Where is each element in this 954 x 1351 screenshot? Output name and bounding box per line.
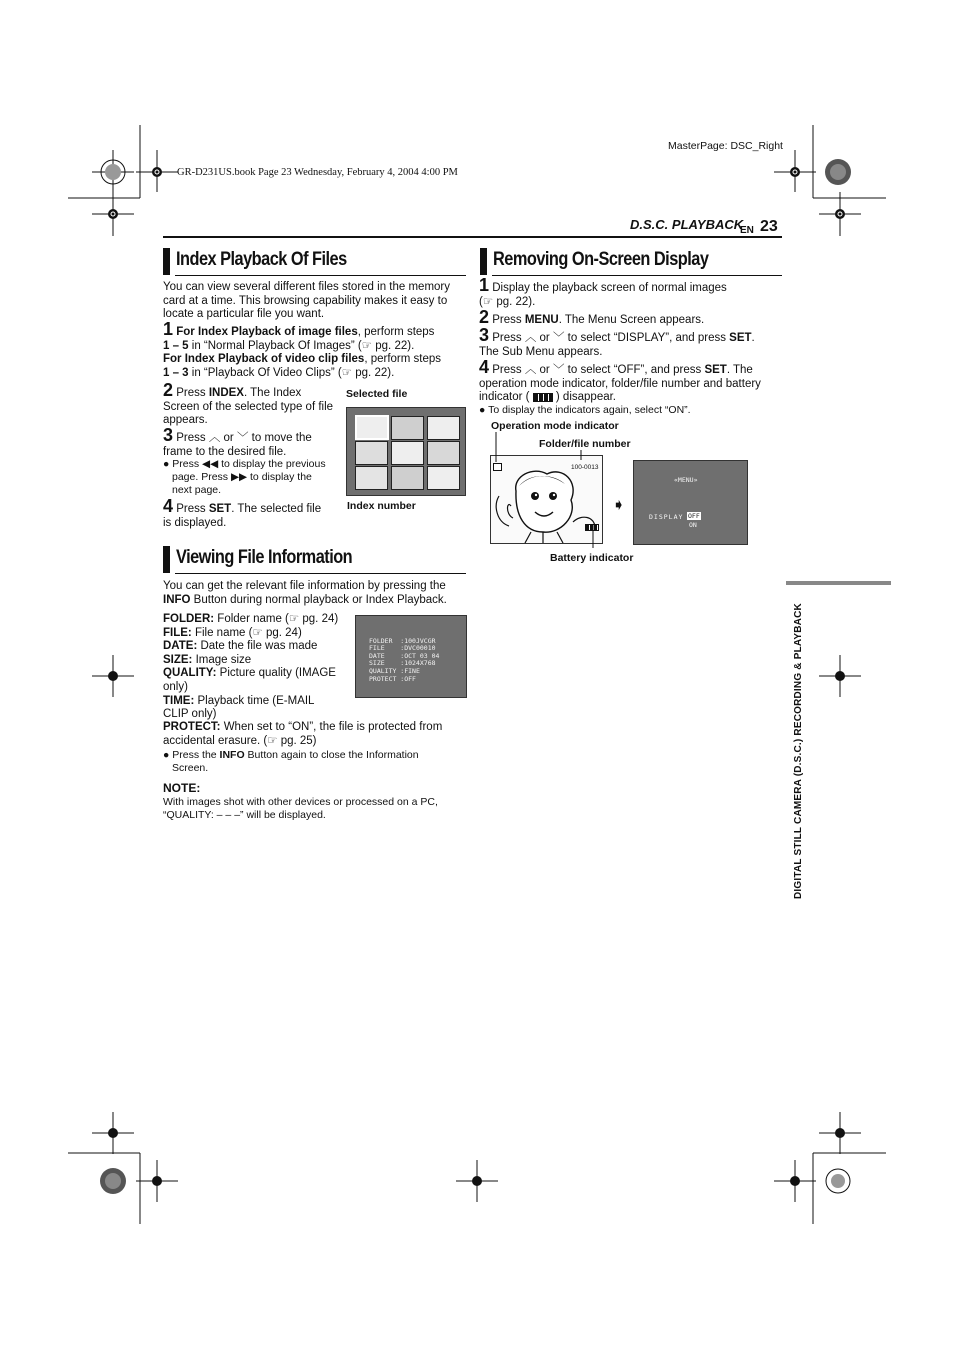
note-line: With images shot with other devices or processed on a PC, (163, 796, 438, 808)
up-arrow-icon: ︿ (208, 432, 221, 444)
bullet-dot: ● (163, 749, 170, 761)
step-range: 1 – 3 (163, 366, 189, 379)
field-desc: File name (☞ pg. 24) (191, 626, 302, 639)
language-code: EN (740, 225, 754, 236)
menu-item-display: DISPLAY (649, 513, 684, 521)
header-rule (163, 236, 782, 238)
step-bold: SET (704, 364, 727, 376)
label-selected-file: Selected file (346, 388, 408, 400)
step-text: ) disappear. (555, 391, 617, 404)
section-title-index-playback: Index Playback Of Files (176, 249, 347, 270)
osd-bullet (479, 404, 691, 417)
index-screen-illustration (346, 407, 466, 496)
step-text: in “Normal Playback Of Images” (☞ pg. 22). (188, 339, 415, 352)
down-arrow-icon: ﹀ (552, 332, 565, 344)
step-text: Press (176, 432, 206, 444)
step-text: appears. (163, 414, 208, 427)
step-text: Press (176, 503, 209, 515)
file-number-readout: 100-0013 (571, 464, 599, 471)
step-bold: SET (729, 332, 752, 344)
section-marker (163, 248, 170, 275)
step-text: (☞ pg. 22). (479, 295, 536, 308)
step-bold: For Index Playback of video clip files (163, 353, 365, 366)
intro-text: Button during normal playback or Index Playback. (190, 593, 447, 606)
note-text (163, 796, 468, 822)
up-arrow-icon: ︿ (524, 332, 537, 344)
menu-option-off: OFF (688, 512, 700, 520)
field-term: FILE: (163, 626, 192, 639)
screen-line: FOLDER :100JVCGR (369, 636, 436, 645)
index-step-4 (163, 496, 343, 530)
screen-line: SIZE :1024X768 (369, 659, 436, 668)
info-field-list (163, 613, 353, 722)
step-number: 2 (479, 307, 490, 327)
index-step-3-bullet (163, 458, 345, 497)
section-rule (492, 275, 782, 276)
step-range: 1 – 5 (163, 339, 189, 352)
label-index-number: Index number (347, 500, 416, 512)
info-bullet (163, 749, 468, 775)
info-field-row (163, 708, 353, 722)
callout-lines (480, 428, 610, 558)
step-text: Display the playback screen of normal images (492, 282, 727, 294)
step-text: . (751, 332, 755, 344)
step-text: . The selected file (231, 503, 322, 515)
step-number: 4 (163, 496, 174, 516)
viewing-intro (163, 580, 467, 607)
step-text: is displayed. (163, 516, 227, 529)
step-text: Press (492, 364, 522, 376)
menu-screen-illustration (633, 460, 748, 545)
step-number: 3 (163, 425, 174, 445)
section-rule (175, 275, 466, 276)
bullet-dot: ● (163, 458, 170, 470)
step-text: operation mode indicator, folder/file number and battery (479, 377, 761, 390)
battery-icon (533, 393, 553, 402)
field-term: TIME: (163, 694, 195, 707)
step-number: 1 (163, 319, 174, 339)
step-bold: SET (208, 503, 232, 515)
bullet-text: Press the (172, 749, 220, 761)
thumbnail (427, 416, 460, 440)
thumbnail (355, 441, 388, 465)
info-field-row (163, 681, 353, 695)
menu-title-text: MENU (677, 476, 694, 484)
bullet-dot: ● (479, 404, 486, 416)
section-marker (163, 546, 170, 573)
book-info-line: GR-D231US.book Page 23 Wednesday, February 4, 2004 4:00 PM (177, 167, 458, 178)
step-text: frame to the desired file. (163, 445, 287, 458)
bullet-text: To display the indicators again, select “ON”. (488, 404, 691, 416)
side-tab-label: DIGITAL STILL CAMERA (D.S.C.) RECORDING & PLAYBACK (793, 603, 804, 899)
step-bold: MENU (524, 314, 559, 326)
thumbnail (427, 466, 460, 490)
field-desc: Folder name (☞ pg. 24) (214, 613, 339, 625)
note-line: “QUALITY: – – –” will be displayed. (163, 809, 326, 821)
index-step-1 (163, 319, 467, 380)
step-text: Press (176, 387, 209, 399)
step-number: 4 (479, 357, 490, 377)
section-rule (175, 573, 466, 574)
step-text: Screen of the selected type of file (163, 400, 334, 413)
bullet-text: Press ◀◀ to display the previous (172, 458, 326, 470)
step-text: . The Index (243, 387, 302, 399)
field-term: QUALITY: (163, 667, 217, 680)
screen-line: PROTECT :OFF (369, 674, 416, 683)
step-bold: For Index Playback of image files (176, 326, 358, 338)
bullet-text: next page. (172, 484, 222, 496)
page-number: 23 (760, 218, 778, 235)
step-text: Press (492, 314, 525, 326)
label-operation-mode: Operation mode indicator (491, 420, 619, 432)
field-term: FOLDER: (163, 613, 215, 625)
screen-line: QUALITY :FINE (369, 666, 420, 675)
bullet-text: Screen. (172, 762, 209, 774)
menu-option-on: ON (689, 521, 697, 529)
section-title-viewing-info: Viewing File Information (176, 547, 353, 568)
bullet-bold: INFO (219, 749, 245, 761)
step-text: or (223, 432, 234, 444)
step-text: in “Playback Of Video Clips” (☞ pg. 22). (188, 366, 395, 379)
info-field-row (163, 627, 353, 641)
index-step-3 (163, 425, 345, 459)
label-folder-file: Folder/file number (539, 438, 631, 450)
step-text: or (539, 332, 550, 344)
index-step-2 (163, 380, 343, 428)
info-field-row (163, 654, 353, 668)
info-screen-illustration (355, 615, 467, 698)
thumbnail (391, 441, 424, 465)
thumbnail-selected (355, 415, 389, 440)
step-text: to select “OFF”, and press (567, 364, 705, 376)
down-arrow-icon: ﹀ (552, 364, 565, 376)
menu-title: «MENU» (674, 476, 698, 484)
thumbnail (391, 416, 424, 440)
screen-line: DATE :OCT 03 04 (369, 651, 440, 660)
osd-step-1 (479, 275, 783, 309)
field-desc: Playback time (E-MAIL (194, 694, 315, 707)
step-text: , perform steps (364, 353, 442, 366)
osd-step-3 (479, 325, 783, 359)
up-arrow-icon: ︿ (524, 364, 537, 376)
thumbnail (391, 466, 424, 490)
masterpage-label: MasterPage: DSC_Right (668, 140, 783, 152)
step-text: Press (492, 332, 522, 344)
step-number: 2 (163, 380, 174, 400)
osd-step-4 (479, 357, 783, 405)
protect-description (163, 721, 468, 748)
info-field-row (163, 695, 353, 709)
field-term: PROTECT: (163, 721, 221, 733)
step-text: indicator ( (479, 391, 530, 404)
screen-line: FILE :DVC00010 (369, 644, 436, 653)
thumbnail (355, 466, 388, 490)
info-field-row (163, 613, 353, 627)
field-desc: Picture quality (IMAGE (216, 667, 336, 680)
step-text: The Sub Menu appears. (479, 345, 603, 358)
info-field-row (163, 640, 353, 654)
field-term: SIZE: (163, 653, 193, 666)
step-number: 3 (479, 325, 490, 345)
field-desc: When set to “ON”, the file is protected from (220, 721, 443, 733)
step-text: to select “DISPLAY”, and press (567, 332, 730, 344)
step-number: 1 (479, 275, 490, 295)
arrow-right-icon: ➧ (612, 497, 626, 514)
step-text: , perform steps (357, 326, 435, 338)
step-text: . The Menu Screen appears. (558, 314, 705, 326)
index-intro: You can view several different files stored in the memory card at a time. This browsing capability makes it easy to locate a particular file you want. (163, 281, 451, 321)
step-text: to move the (251, 432, 312, 444)
section-marker (480, 248, 487, 275)
field-desc: only) (163, 680, 188, 693)
field-term: DATE: (163, 640, 198, 653)
note-title: NOTE: (163, 781, 201, 795)
intro-bold: INFO (163, 593, 191, 606)
intro-text: You can get the relevant file information by pressing the (163, 580, 446, 592)
bullet-text: page. Press ▶▶ to display the (172, 471, 312, 483)
section-title-removing-osd: Removing On-Screen Display (493, 249, 709, 270)
label-battery-indicator: Battery indicator (550, 552, 634, 564)
osd-step-2 (479, 307, 783, 328)
down-arrow-icon: ﹀ (236, 432, 249, 444)
field-desc: Image size (192, 653, 252, 666)
field-desc: accidental erasure. (☞ pg. 25) (163, 734, 317, 747)
step-bold: INDEX (208, 387, 244, 399)
section-header: D.S.C. PLAYBACK (630, 217, 744, 232)
bullet-text: Button again to close the Information (244, 749, 419, 761)
info-field-row (163, 667, 353, 681)
step-text: or (539, 364, 550, 376)
field-desc: CLIP only) (163, 708, 217, 721)
step-text: . The (726, 364, 753, 376)
thumbnail (427, 441, 460, 465)
field-desc: Date the file was made (197, 640, 318, 653)
